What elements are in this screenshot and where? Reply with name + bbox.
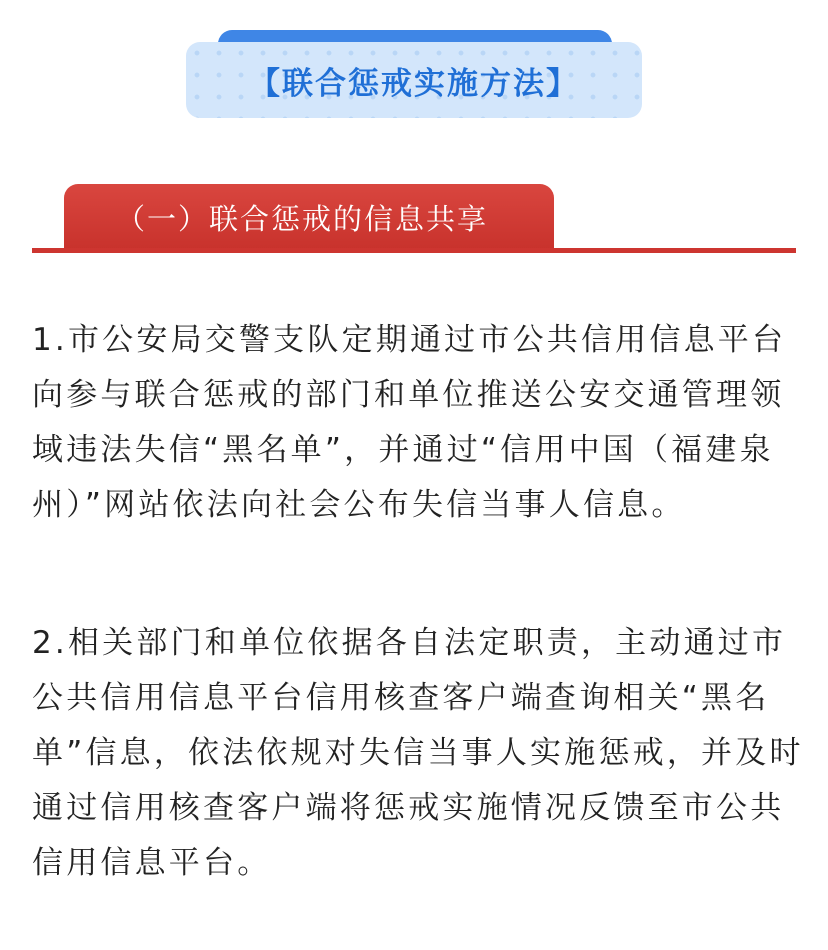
paragraph-1	[32, 313, 798, 533]
paragraph-line: 单”信息，依法依规对失信当事人实施惩戒，并及时	[32, 735, 804, 771]
paragraph-line: 2.相关部门和单位依据各自法定职责，主动通过市	[32, 625, 787, 661]
section-heading: （一）联合惩戒的信息共享	[116, 201, 489, 236]
paragraph-line: 州）”网站依法向社会公布失信当事人信息。	[32, 487, 686, 523]
paragraph-2	[32, 616, 804, 891]
paragraph-line: 公共信用信息平台信用核查客户端查询相关“黑名	[32, 680, 770, 716]
paragraph-line: 域违法失信“黑名单”，并通过“信用中国（福建泉	[32, 432, 774, 468]
paragraph-line: 1.市公安局交警支队定期通过市公共信用信息平台	[32, 322, 787, 358]
title-badge	[186, 42, 642, 118]
paragraph-line: 向参与联合惩戒的部门和单位推送公安交通管理领	[32, 377, 785, 413]
title-badge-text: 【联合惩戒实施方法】	[249, 65, 579, 102]
paragraph-line: 信用信息平台。	[32, 845, 272, 881]
paragraph-line: 通过信用核查客户端将惩戒实施情况反馈至市公共	[32, 790, 785, 826]
section-divider	[32, 248, 796, 253]
section-header	[64, 184, 554, 250]
